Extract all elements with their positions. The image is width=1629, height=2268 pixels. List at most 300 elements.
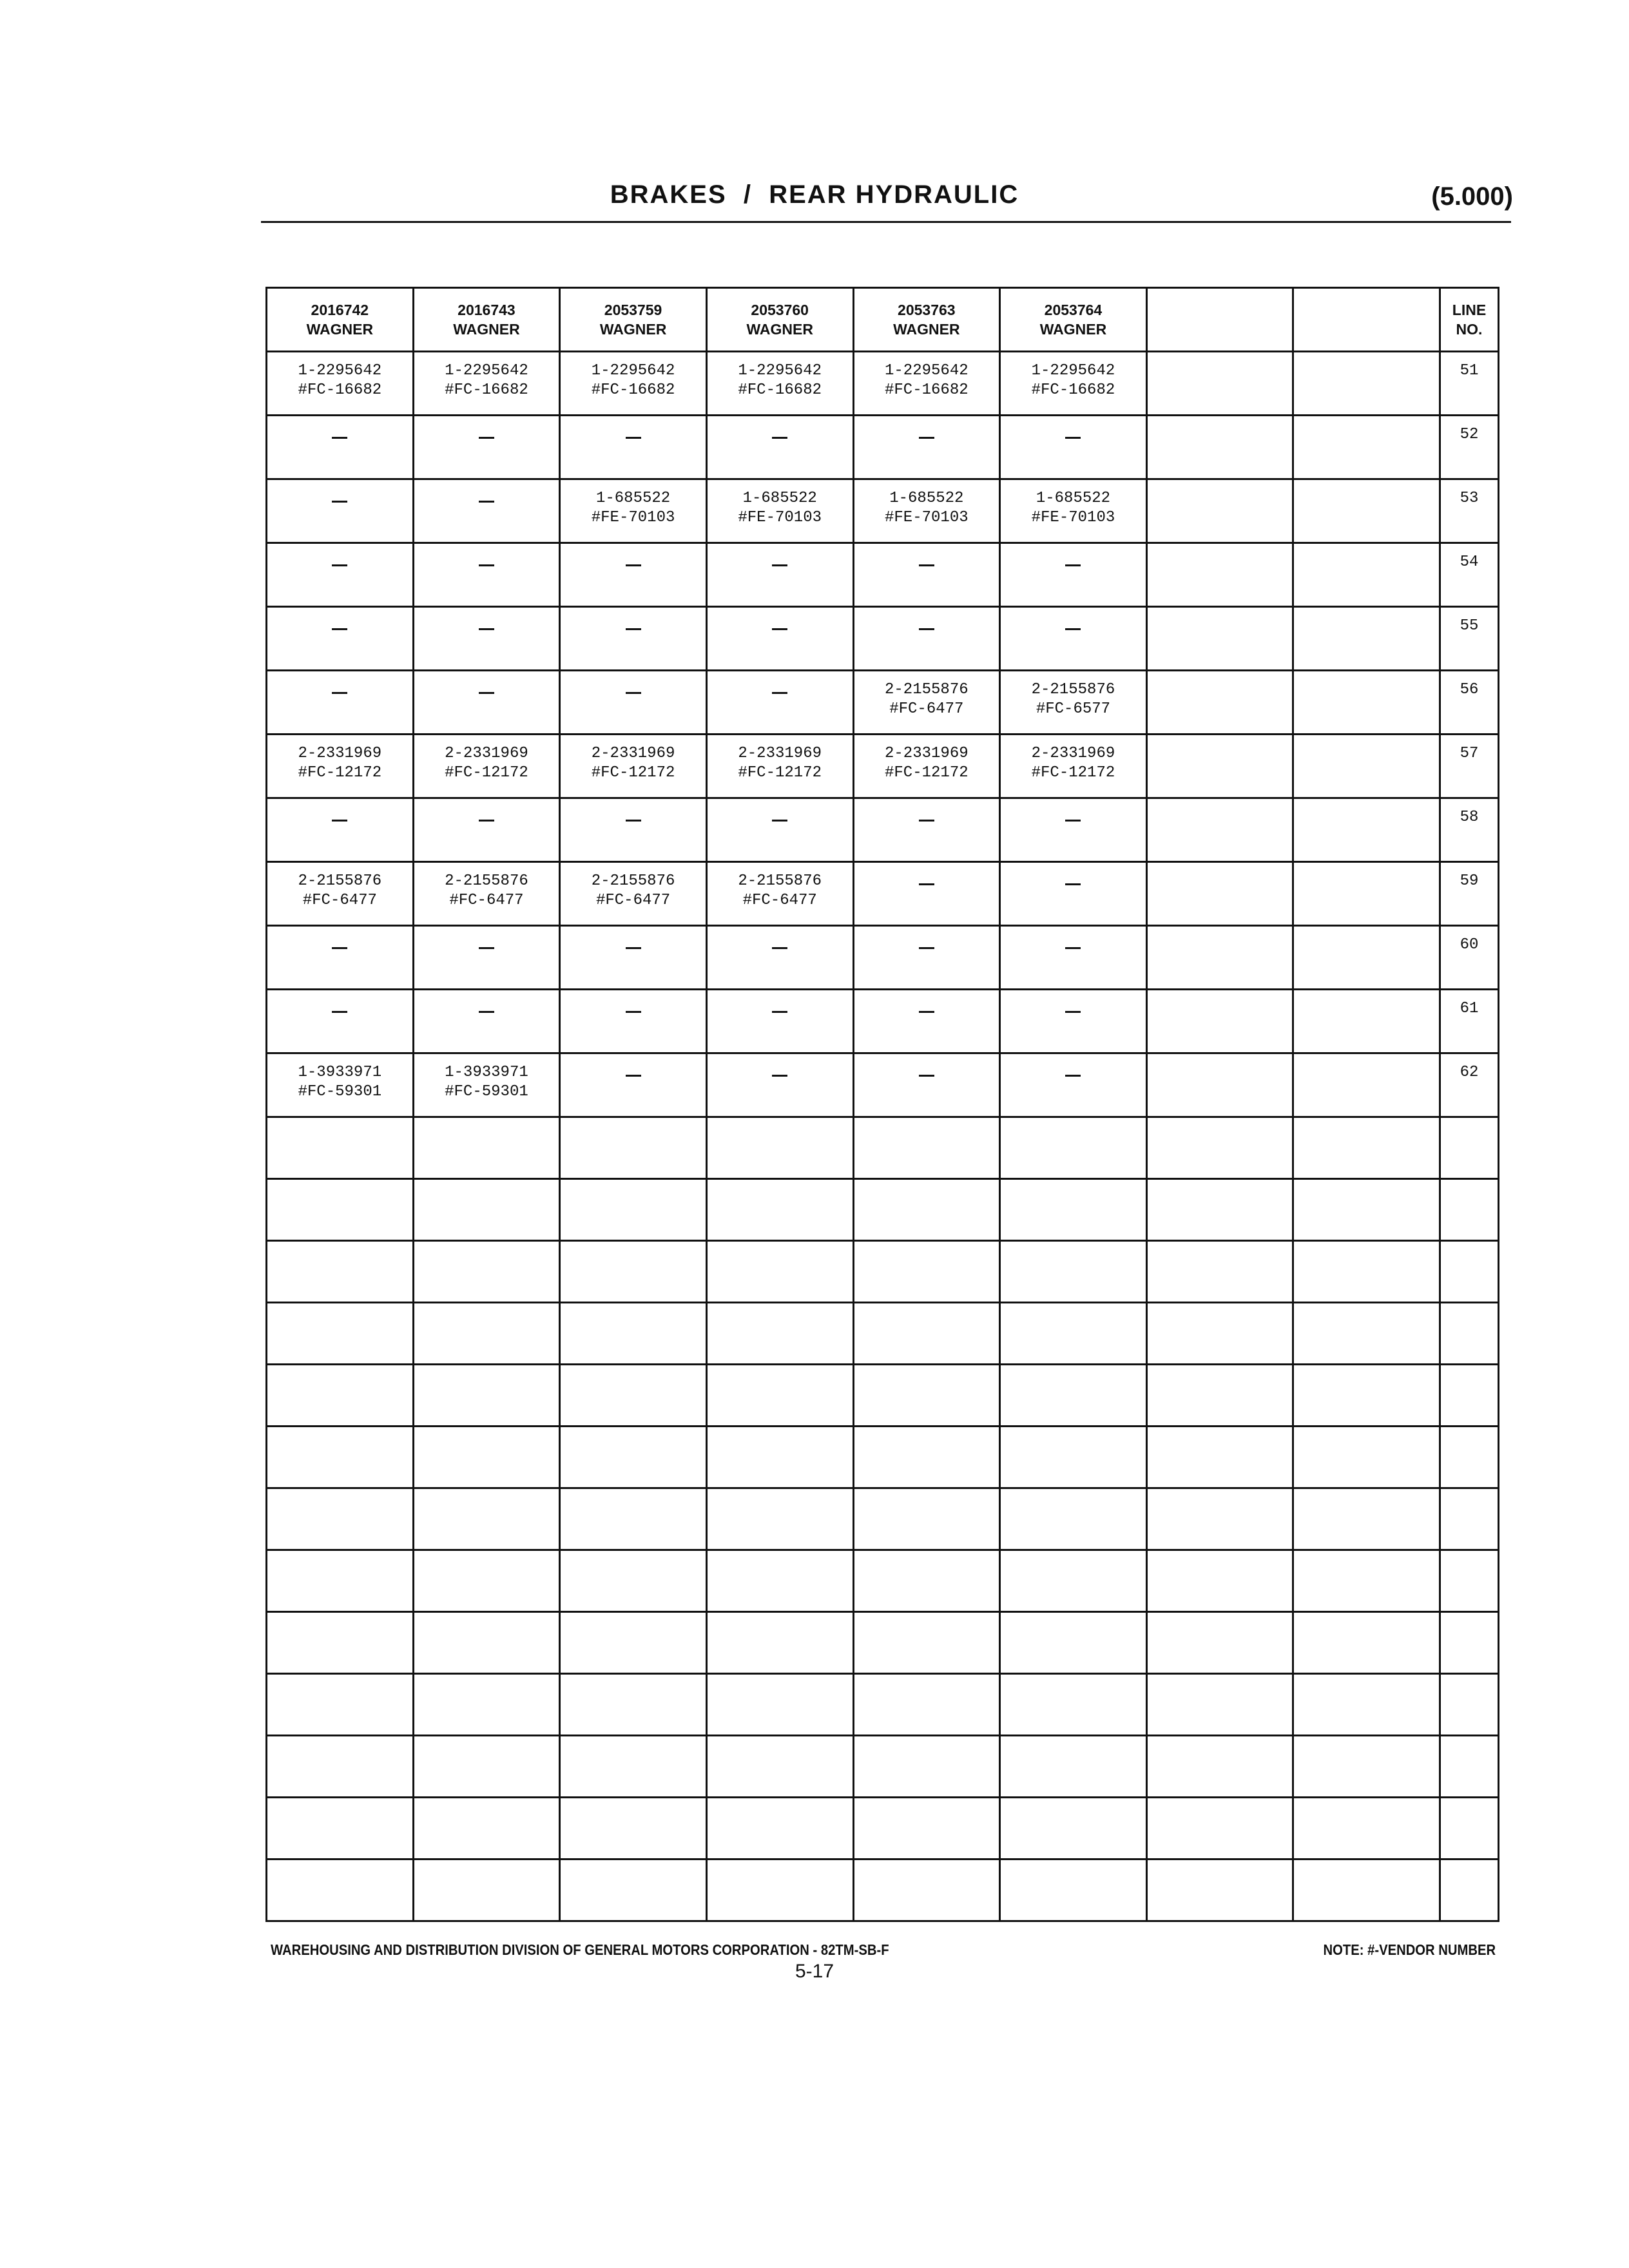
blank-cell <box>1146 1241 1293 1303</box>
page-number: 5-17 <box>795 1961 834 1982</box>
blank-cell <box>267 1303 414 1365</box>
table-row <box>267 926 1499 990</box>
blank-cell <box>267 1798 414 1860</box>
dash-mark <box>626 628 641 630</box>
blank-cell <box>1000 1860 1147 1921</box>
blank-row <box>267 1303 1499 1365</box>
dash-mark <box>626 692 641 694</box>
cell-text: #FC-6577 <box>1036 700 1111 718</box>
table-cell <box>1293 416 1440 479</box>
blank-cell <box>1146 1179 1293 1241</box>
blank-cell <box>560 1241 707 1303</box>
cell-text: #FC-12172 <box>298 764 382 782</box>
parts-table-body <box>267 288 1499 1921</box>
footer-note: NOTE: #-VENDOR NUMBER <box>1323 1941 1496 1958</box>
line-number-value: 56 <box>1460 681 1479 698</box>
table-cell <box>1000 416 1147 479</box>
table-row <box>267 798 1499 862</box>
table-cell <box>706 798 853 862</box>
cell-text: 1-685522 <box>595 490 671 507</box>
blank-cell <box>853 1612 1000 1674</box>
table-cell <box>1146 607 1293 671</box>
blank-cell <box>1293 1117 1440 1179</box>
table-cell <box>706 862 853 926</box>
table-cell <box>267 543 414 607</box>
table-cell <box>706 671 853 735</box>
blank-row <box>267 1117 1499 1179</box>
cell-text: 1-3933971 <box>298 1064 382 1081</box>
blank-line-cell <box>1440 1117 1499 1179</box>
dash-mark <box>1065 1011 1081 1013</box>
line-number <box>1440 543 1499 607</box>
blank-cell <box>267 1736 414 1798</box>
blank-cell <box>1000 1488 1147 1550</box>
table-cell <box>560 479 707 543</box>
dash-mark <box>1065 883 1081 885</box>
cell-text: 2-2331969 <box>738 745 822 762</box>
blank-cell <box>1293 1427 1440 1488</box>
blank-cell <box>706 1241 853 1303</box>
table-cell <box>1146 798 1293 862</box>
dash-mark <box>919 820 934 822</box>
table-cell <box>267 798 414 862</box>
cell-text: #FC-12172 <box>885 764 969 782</box>
blank-cell <box>1146 1674 1293 1736</box>
table-cell <box>267 416 414 479</box>
blank-cell <box>1146 1860 1293 1921</box>
table-cell <box>560 1053 707 1117</box>
blank-cell <box>413 1117 560 1179</box>
table-cell <box>853 798 1000 862</box>
blank-cell <box>267 1612 414 1674</box>
table-cell <box>560 416 707 479</box>
table-cell <box>413 990 560 1053</box>
table-cell <box>1146 671 1293 735</box>
table-cell <box>706 479 853 543</box>
line-number-value: 62 <box>1460 1064 1479 1081</box>
parts-table <box>265 287 1499 1922</box>
blank-cell <box>413 1427 560 1488</box>
blank-line-cell <box>1440 1365 1499 1427</box>
dash-mark <box>919 947 934 949</box>
part-number: 2053764 <box>1044 302 1103 318</box>
table-cell <box>267 926 414 990</box>
line-number <box>1440 1053 1499 1117</box>
table-row <box>267 607 1499 671</box>
blank-cell <box>413 1736 560 1798</box>
blank-cell <box>1293 1179 1440 1241</box>
cell-text: 1-685522 <box>1036 490 1111 507</box>
dash-mark <box>1065 437 1081 439</box>
blank-cell <box>560 1179 707 1241</box>
table-cell <box>560 798 707 862</box>
blank-cell <box>1000 1427 1147 1488</box>
dash-mark <box>332 947 347 949</box>
part-number: 2053759 <box>604 302 662 318</box>
cell-text: 2-2155876 <box>885 681 969 698</box>
table-cell <box>1293 862 1440 926</box>
line-number-value: 59 <box>1460 872 1479 890</box>
cell-text: #FC-6477 <box>449 892 524 909</box>
blank-cell <box>853 1488 1000 1550</box>
blank-cell <box>1293 1241 1440 1303</box>
dash-mark <box>332 501 347 503</box>
cell-text: 2-2331969 <box>1031 745 1115 762</box>
blank-cell <box>560 1550 707 1612</box>
blank-line-cell <box>1440 1674 1499 1736</box>
blank-cell <box>413 1674 560 1736</box>
cell-text: 1-2295642 <box>1031 362 1115 380</box>
table-cell <box>1293 543 1440 607</box>
blank-cell <box>1000 1550 1147 1612</box>
blank-cell <box>413 1798 560 1860</box>
table-cell <box>560 671 707 735</box>
blank-cell <box>560 1736 707 1798</box>
cell-text: 1-2295642 <box>298 362 382 380</box>
vendor-name: WAGNER <box>599 321 667 338</box>
line-number <box>1440 798 1499 862</box>
blank-row <box>267 1550 1499 1612</box>
dash-mark <box>772 628 787 630</box>
blank-cell <box>1000 1612 1147 1674</box>
table-cell <box>1146 479 1293 543</box>
blank-row <box>267 1241 1499 1303</box>
table-cell <box>1146 1053 1293 1117</box>
blank-cell <box>560 1612 707 1674</box>
cell-text: #FE-70103 <box>591 509 675 526</box>
table-cell <box>1293 607 1440 671</box>
blank-row <box>267 1488 1499 1550</box>
dash-mark <box>772 692 787 694</box>
column-header <box>853 288 1000 352</box>
line-number-value: 58 <box>1460 809 1479 826</box>
blank-cell <box>706 1179 853 1241</box>
blank-cell <box>1146 1303 1293 1365</box>
line-number <box>1440 607 1499 671</box>
blank-cell <box>1293 1488 1440 1550</box>
table-cell <box>1146 990 1293 1053</box>
blank-cell <box>560 1303 707 1365</box>
dash-mark <box>332 628 347 630</box>
cell-text: #FC-12172 <box>445 764 528 782</box>
table-cell <box>1146 735 1293 798</box>
table-cell <box>1293 798 1440 862</box>
footer-publisher: WAREHOUSING AND DISTRIBUTION DIVISION OF GENERAL MOTORS CORPORATION - 82TM-SB-F <box>271 1941 889 1958</box>
blank-line-cell <box>1440 1179 1499 1241</box>
dash-mark <box>919 1075 934 1077</box>
table-cell <box>560 543 707 607</box>
table-cell <box>1293 352 1440 416</box>
blank-line-cell <box>1440 1798 1499 1860</box>
blank-cell <box>853 1674 1000 1736</box>
dash-mark <box>1065 820 1081 822</box>
table-cell <box>413 479 560 543</box>
blank-cell <box>1293 1674 1440 1736</box>
blank-cell <box>267 1674 414 1736</box>
blank-cell <box>706 1860 853 1921</box>
blank-cell <box>706 1612 853 1674</box>
blank-line-cell <box>1440 1303 1499 1365</box>
blank-cell <box>267 1117 414 1179</box>
column-header <box>1293 288 1440 352</box>
blank-row <box>267 1612 1499 1674</box>
blank-row <box>267 1179 1499 1241</box>
line-header-label: NO. <box>1456 321 1483 338</box>
blank-cell <box>1000 1117 1147 1179</box>
blank-cell <box>706 1427 853 1488</box>
blank-cell <box>560 1860 707 1921</box>
table-cell <box>706 543 853 607</box>
table-cell <box>267 607 414 671</box>
cell-text: 1-685522 <box>889 490 964 507</box>
cell-text: #FC-16682 <box>1031 381 1115 399</box>
cell-text: 2-2155876 <box>591 872 675 890</box>
cell-text: #FC-12172 <box>738 764 822 782</box>
dash-mark <box>1065 564 1081 566</box>
table-cell <box>706 607 853 671</box>
table-cell <box>706 735 853 798</box>
table-row <box>267 990 1499 1053</box>
blank-cell <box>413 1612 560 1674</box>
cell-text: #FC-16682 <box>591 381 675 399</box>
header-rule <box>261 221 1511 223</box>
vendor-name: WAGNER <box>893 321 960 338</box>
blank-cell <box>1293 1736 1440 1798</box>
line-number-value: 52 <box>1460 426 1479 443</box>
table-cell <box>706 352 853 416</box>
table-cell <box>413 1053 560 1117</box>
table-cell <box>1000 735 1147 798</box>
table-cell <box>413 416 560 479</box>
blank-line-cell <box>1440 1736 1499 1798</box>
blank-cell <box>267 1860 414 1921</box>
table-cell <box>853 543 1000 607</box>
blank-cell <box>267 1241 414 1303</box>
blank-cell <box>706 1488 853 1550</box>
cell-text: 2-2331969 <box>445 745 528 762</box>
blank-cell <box>560 1798 707 1860</box>
blank-cell <box>1146 1117 1293 1179</box>
table-cell <box>560 735 707 798</box>
dash-mark <box>332 437 347 439</box>
table-cell <box>853 862 1000 926</box>
cell-text: 1-3933971 <box>445 1064 528 1081</box>
table-cell <box>267 479 414 543</box>
table-cell <box>706 926 853 990</box>
blank-line-cell <box>1440 1550 1499 1612</box>
cell-text: #FC-59301 <box>445 1083 528 1100</box>
table-cell <box>413 926 560 990</box>
line-number <box>1440 990 1499 1053</box>
dash-mark <box>1065 1075 1081 1077</box>
blank-cell <box>853 1303 1000 1365</box>
blank-cell <box>1000 1303 1147 1365</box>
table-cell <box>853 1053 1000 1117</box>
line-header-label: LINE <box>1452 302 1487 318</box>
table-header-row <box>267 288 1499 352</box>
blank-cell <box>413 1860 560 1921</box>
blank-row <box>267 1365 1499 1427</box>
table-cell <box>1000 607 1147 671</box>
blank-cell <box>413 1488 560 1550</box>
table-cell <box>1000 862 1147 926</box>
blank-cell <box>267 1550 414 1612</box>
cell-text: #FC-12172 <box>1031 764 1115 782</box>
blank-cell <box>706 1303 853 1365</box>
blank-cell <box>853 1117 1000 1179</box>
table-cell <box>1146 862 1293 926</box>
cell-text: #FC-16682 <box>738 381 822 399</box>
dash-mark <box>919 564 934 566</box>
table-cell <box>1000 352 1147 416</box>
cell-text: #FC-6477 <box>889 700 964 718</box>
blank-cell <box>706 1674 853 1736</box>
cell-text: #FE-70103 <box>1031 509 1115 526</box>
blank-row <box>267 1860 1499 1921</box>
blank-cell <box>706 1365 853 1427</box>
dash-mark <box>626 1011 641 1013</box>
table-cell <box>1146 543 1293 607</box>
vendor-name: WAGNER <box>306 321 374 338</box>
cell-text: 1-2295642 <box>885 362 969 380</box>
table-cell <box>1293 926 1440 990</box>
dash-mark <box>332 1011 347 1013</box>
page-title: BRAKES / REAR HYDRAULIC <box>610 180 1019 209</box>
dash-mark <box>626 947 641 949</box>
vendor-name: WAGNER <box>746 321 813 338</box>
dash-mark <box>479 1011 494 1013</box>
column-header <box>560 288 707 352</box>
table-cell <box>853 735 1000 798</box>
cell-text: 1-685522 <box>742 490 817 507</box>
blank-cell <box>706 1117 853 1179</box>
blank-cell <box>1000 1179 1147 1241</box>
part-number: 2016743 <box>458 302 516 318</box>
cell-text: #FE-70103 <box>885 509 969 526</box>
blank-cell <box>1146 1365 1293 1427</box>
table-cell <box>853 607 1000 671</box>
line-number <box>1440 352 1499 416</box>
table-cell <box>1146 416 1293 479</box>
cell-text: 2-2155876 <box>1031 681 1115 698</box>
vendor-name: WAGNER <box>1039 321 1107 338</box>
blank-cell <box>1000 1736 1147 1798</box>
table-cell <box>413 543 560 607</box>
line-number-value: 55 <box>1460 617 1479 635</box>
blank-cell <box>1293 1612 1440 1674</box>
table-cell <box>1293 735 1440 798</box>
dash-mark <box>626 1075 641 1077</box>
cell-text: 2-2155876 <box>738 872 822 890</box>
blank-cell <box>413 1241 560 1303</box>
table-cell <box>413 862 560 926</box>
table-cell <box>1000 990 1147 1053</box>
line-number-value: 60 <box>1460 936 1479 954</box>
blank-cell <box>1293 1860 1440 1921</box>
blank-cell <box>1293 1365 1440 1427</box>
table-cell <box>413 798 560 862</box>
table-cell <box>853 352 1000 416</box>
blank-cell <box>706 1798 853 1860</box>
table-row <box>267 479 1499 543</box>
blank-cell <box>706 1550 853 1612</box>
line-number <box>1440 479 1499 543</box>
cell-text: #FC-6477 <box>742 892 817 909</box>
dash-mark <box>479 564 494 566</box>
table-cell <box>706 416 853 479</box>
blank-cell <box>853 1241 1000 1303</box>
blank-cell <box>853 1550 1000 1612</box>
part-number: 2016742 <box>311 302 369 318</box>
cell-text: 2-2331969 <box>298 745 382 762</box>
table-cell <box>267 671 414 735</box>
blank-cell <box>853 1179 1000 1241</box>
table-row <box>267 416 1499 479</box>
blank-line-cell <box>1440 1488 1499 1550</box>
blank-line-cell <box>1440 1427 1499 1488</box>
line-number <box>1440 671 1499 735</box>
table-cell <box>560 607 707 671</box>
blank-cell <box>267 1365 414 1427</box>
blank-cell <box>1000 1674 1147 1736</box>
table-cell <box>413 735 560 798</box>
blank-row <box>267 1736 1499 1798</box>
table-cell <box>413 352 560 416</box>
cell-text: 1-2295642 <box>591 362 675 380</box>
table-row <box>267 862 1499 926</box>
table-cell <box>267 352 414 416</box>
dash-mark <box>772 947 787 949</box>
table-cell <box>853 671 1000 735</box>
blank-cell <box>1000 1365 1147 1427</box>
blank-line-cell <box>1440 1860 1499 1921</box>
table-cell <box>1000 543 1147 607</box>
line-number-value: 61 <box>1460 1000 1479 1017</box>
blank-cell <box>853 1860 1000 1921</box>
column-header <box>267 288 414 352</box>
table-cell <box>1293 990 1440 1053</box>
table-cell <box>1146 926 1293 990</box>
dash-mark <box>332 564 347 566</box>
column-header <box>413 288 560 352</box>
blank-cell <box>853 1427 1000 1488</box>
line-number <box>1440 416 1499 479</box>
cell-text: #FC-16682 <box>298 381 382 399</box>
dash-mark <box>479 820 494 822</box>
table-cell <box>1000 1053 1147 1117</box>
blank-cell <box>1146 1427 1293 1488</box>
line-number-value: 53 <box>1460 490 1479 507</box>
table-cell <box>706 1053 853 1117</box>
cell-text: #FC-16682 <box>445 381 528 399</box>
dash-mark <box>919 1011 934 1013</box>
blank-cell <box>1146 1612 1293 1674</box>
line-number <box>1440 926 1499 990</box>
cell-text: #FC-6477 <box>595 892 671 909</box>
column-header <box>1146 288 1293 352</box>
blank-cell <box>1293 1798 1440 1860</box>
table-cell <box>267 1053 414 1117</box>
blank-line-cell <box>1440 1612 1499 1674</box>
table-cell <box>560 990 707 1053</box>
dash-mark <box>332 820 347 822</box>
table-cell <box>1000 671 1147 735</box>
cell-text: 2-2331969 <box>885 745 969 762</box>
blank-cell <box>706 1736 853 1798</box>
blank-line-cell <box>1440 1241 1499 1303</box>
table-cell <box>853 926 1000 990</box>
table-cell <box>1000 798 1147 862</box>
